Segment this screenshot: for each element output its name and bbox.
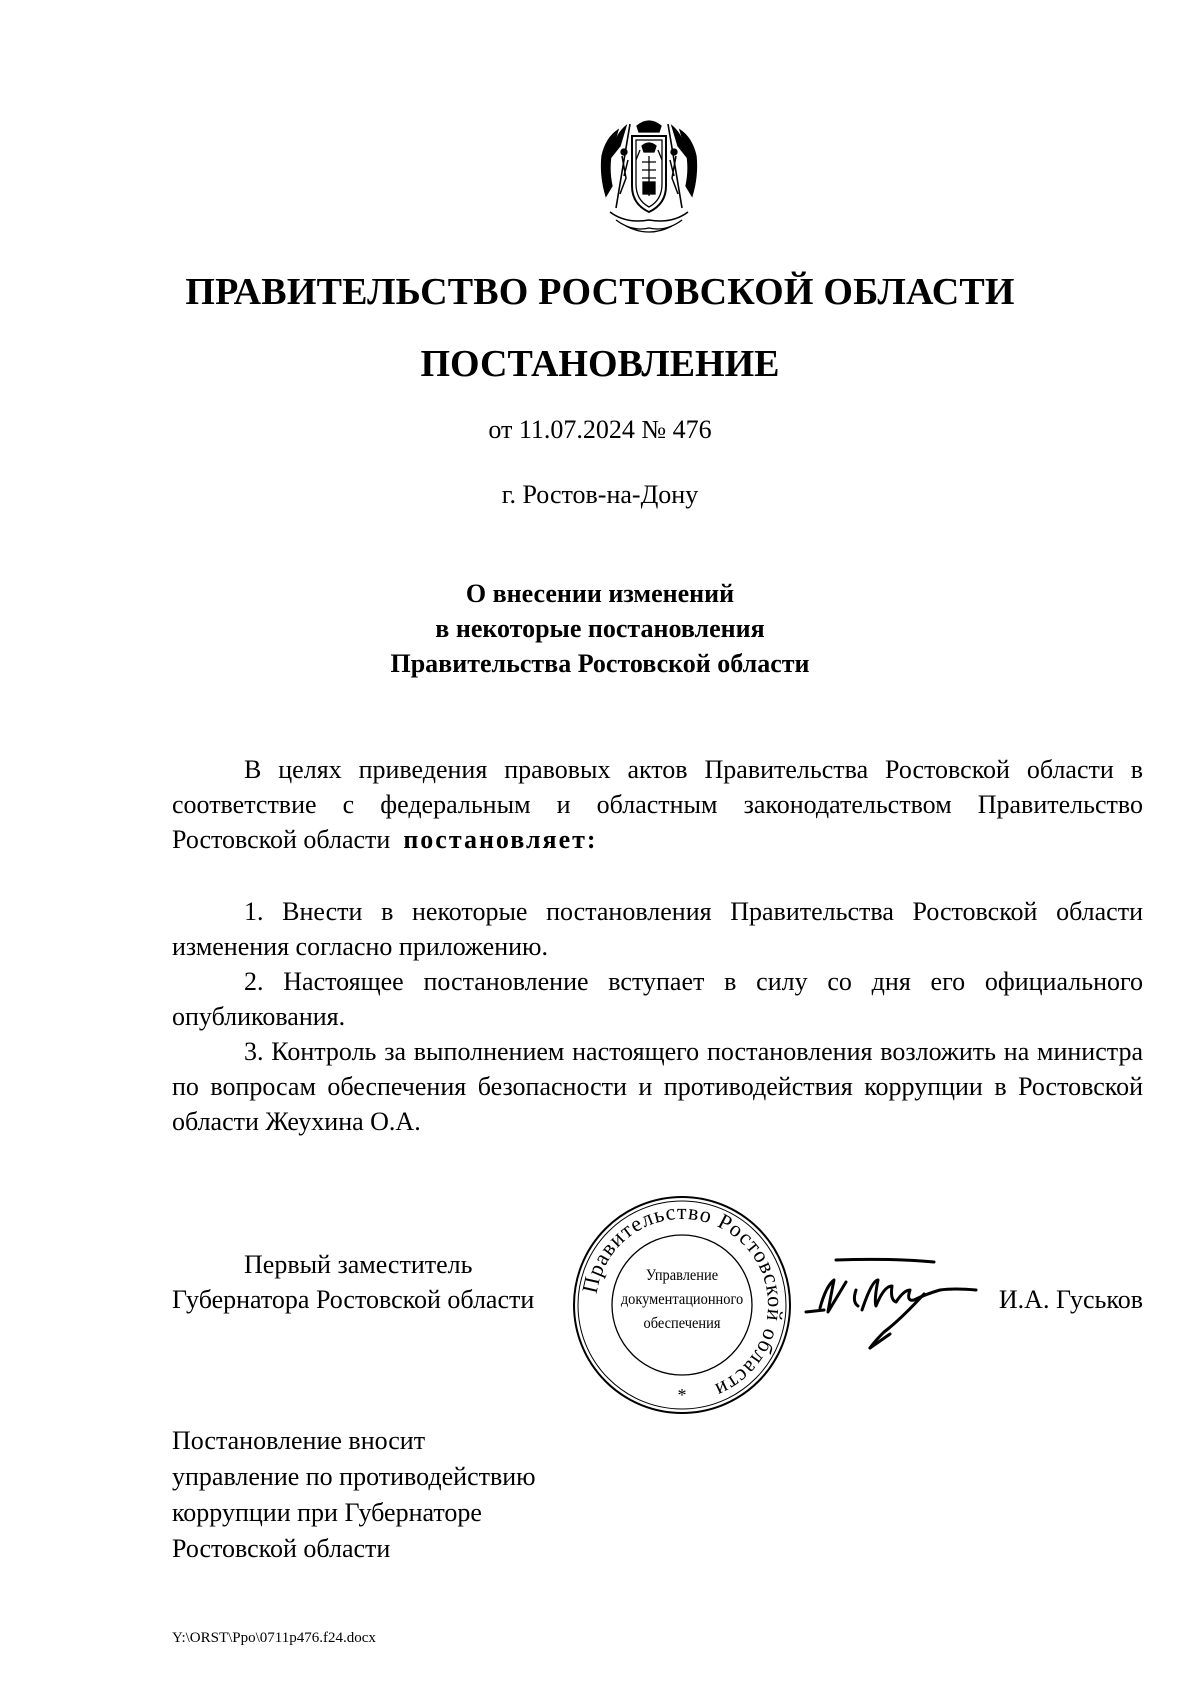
document-type: ПОСТАНОВЛЕНИЕ (420, 343, 780, 385)
resolution-item: 3. Контроль за выполнением настоящего постановления возложить на министра по вопросам обеспечения безопасности и противодействия коррупции в Ростовской области Жеухина О.А. (172, 1037, 1143, 1136)
position-line: Первый заместитель (244, 1250, 473, 1279)
introduced-line: Постановление вносит (172, 1426, 426, 1455)
stamp-inner-text (619, 1264, 745, 1336)
stamp-line: документационного (620, 1291, 744, 1308)
stamp-line: Управление (645, 1267, 719, 1284)
introduced-by (172, 1423, 536, 1567)
preamble (172, 752, 1143, 857)
signatory-position (172, 1247, 592, 1317)
resolves-word: постановляет: (403, 825, 598, 854)
signatory-name: И.А. Гуськов (998, 1285, 1143, 1314)
stamp-line: обеспечения (643, 1315, 721, 1332)
preamble-text: В целях приведения правовых актов Правительства Ростовской области в соответствие с федеральным и областным законодательством Правительство Ростовской области (172, 755, 1143, 854)
government-title: ПРАВИТЕЛЬСТВО РОСТОВСКОЙ ОБЛАСТИ (185, 271, 1015, 313)
position-line: Губернатора Ростовской области (172, 1285, 535, 1314)
subject-line: в некоторые постановления (435, 614, 765, 643)
document-city: г. Ростов-на-Дону (501, 480, 699, 509)
file-path: Y:\ORST\Ppo\0711p476.f24.docx (172, 1630, 376, 1646)
coat-of-arms-icon (596, 116, 702, 238)
resolution-item: 1. Внести в некоторые постановления Правительства Ростовской области изменения согласно приложению. (172, 897, 1143, 961)
introduced-line: Ростовской области (172, 1534, 391, 1563)
stamp-star: * (677, 1385, 687, 1405)
resolution-item: 2. Настоящее постановление вступает в силу со дня его официального опубликования. (172, 967, 1143, 1031)
document-subject (0, 576, 1200, 681)
introduced-line: управление по противодействию (172, 1462, 536, 1491)
handwritten-signature (800, 1250, 978, 1358)
resolution-items (172, 894, 1143, 1139)
subject-line: О внесении изменений (465, 579, 735, 608)
stamp-ring-text: Правительство Ростовской области (576, 1198, 789, 1404)
document-date-number: от 11.07.2024 № 476 (488, 415, 712, 444)
subject-line: Правительства Ростовской области (390, 649, 810, 678)
introduced-line: коррупции при Губернаторе (172, 1498, 482, 1527)
